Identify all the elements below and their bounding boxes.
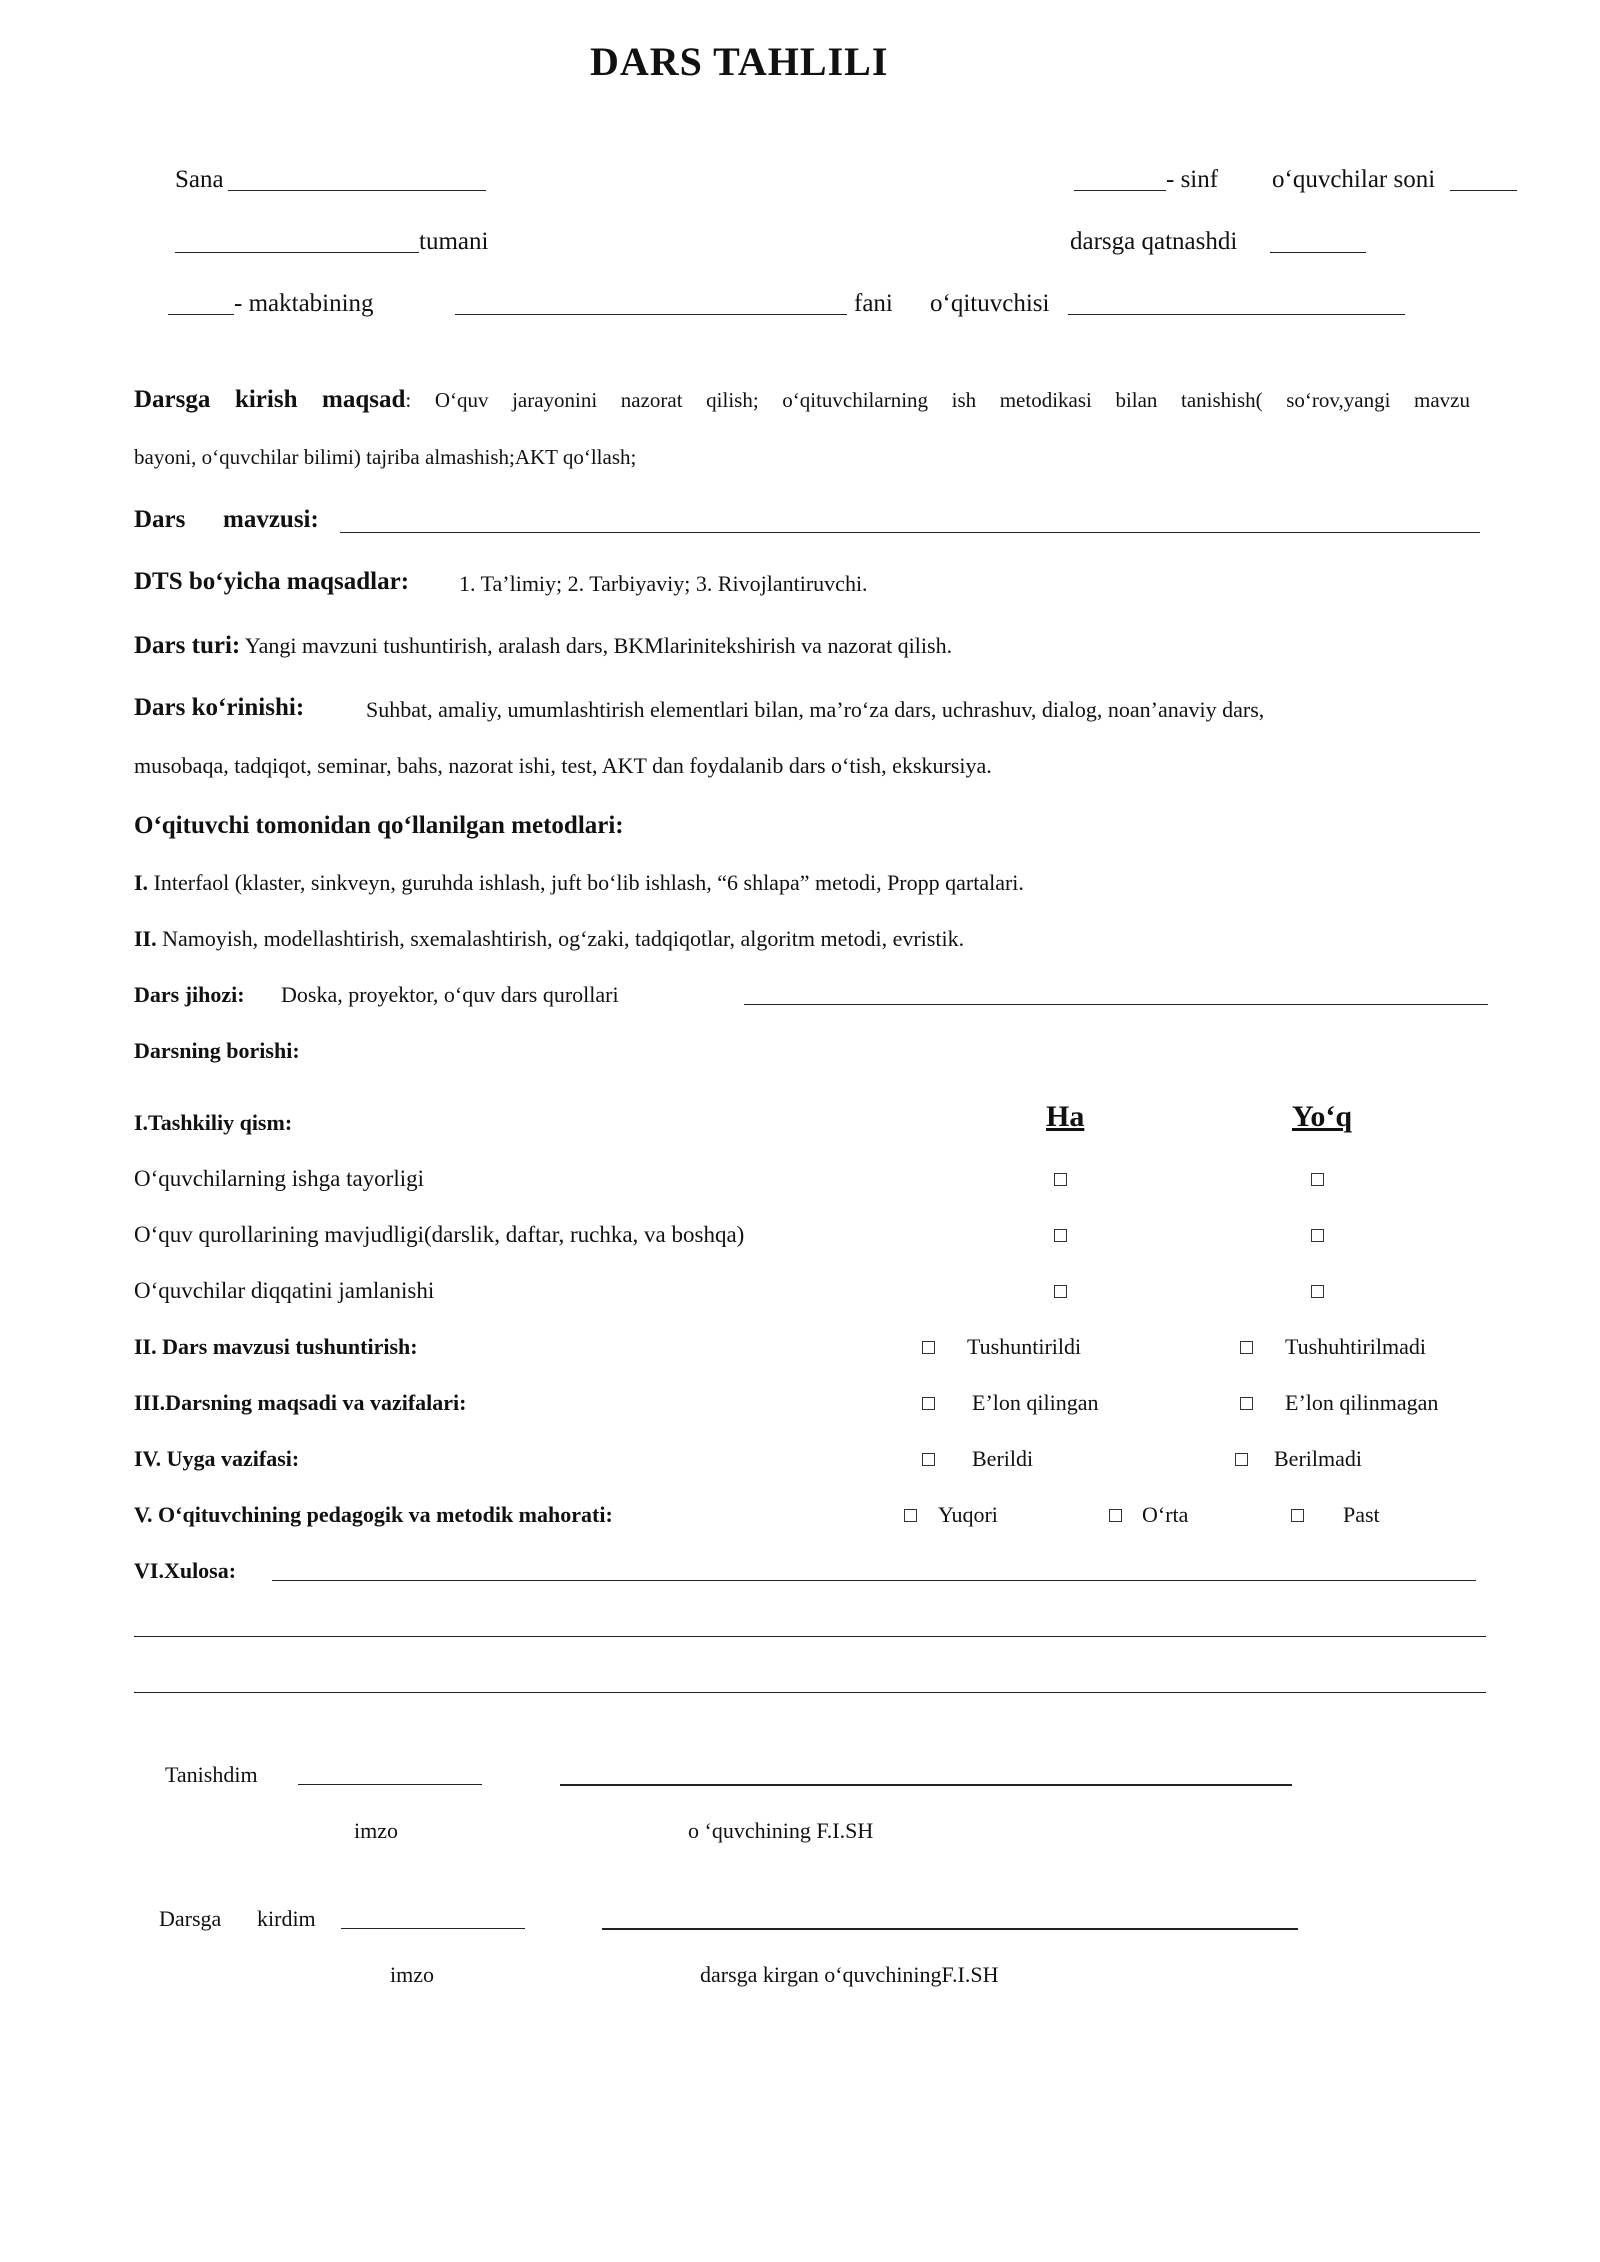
organizational-heading: I.Tashkiliy qism:	[134, 1110, 293, 1135]
class-field[interactable]	[1074, 190, 1166, 191]
attended-lesson-label-1: Darsga	[159, 1906, 222, 1931]
district-label: tumani	[419, 228, 489, 255]
topic-label-1: Dars	[134, 506, 186, 533]
date-label: Sana	[175, 166, 224, 193]
not-announced-checkbox[interactable]	[1240, 1397, 1253, 1410]
lesson-type-label: Dars turi:	[134, 632, 241, 659]
skill-medium-checkbox[interactable]	[1109, 1509, 1122, 1522]
purpose-label: Darsga kirish maqsad	[134, 386, 406, 413]
dts-text: 1. Ta’limiy; 2. Tarbiyaviy; 3. Rivojlantiruvchi.	[459, 571, 868, 596]
explained-checkbox[interactable]	[922, 1341, 935, 1354]
methods-item-1-text: Interfaol (klaster, sinkveyn, guruhda ishlash, juft bo‘lib ishlash, “6 shlapa” metodi, Propp qartalari.	[148, 870, 1024, 895]
acknowledged-name-caption: o ‘quvchining F.I.SH	[688, 1818, 874, 1843]
announced-option: E’lon qilingan	[972, 1390, 1099, 1415]
lesson-form-line-1: Suhbat, amaliy, umumlashtirish elementlari bilan, ma’ro‘za dars, uchrashuv, dialog, noan’anaviy dars,	[366, 697, 1265, 722]
lesson-progress-heading: Darsning borishi:	[134, 1038, 300, 1063]
date-field[interactable]	[228, 190, 486, 191]
topic-label-2: mavzusi:	[223, 506, 319, 533]
teacher-field[interactable]	[1068, 314, 1405, 315]
equipment-label: Dars jihozi:	[134, 982, 245, 1007]
skill-low-option: Past	[1343, 1502, 1380, 1527]
attended-lesson-name-caption: darsga kirgan o‘quvchiningF.I.SH	[700, 1962, 999, 1987]
row-2-no-checkbox[interactable]	[1311, 1229, 1324, 1242]
school-label: - maktabining	[234, 290, 374, 317]
conclusion-field-1[interactable]	[272, 1580, 1476, 1581]
methods-heading: O‘qituvchi tomonidan qo‘llanilgan metodlari:	[134, 812, 624, 839]
homework-given-checkbox[interactable]	[922, 1453, 935, 1466]
lesson-type-line	[134, 632, 952, 660]
district-field[interactable]	[175, 252, 419, 253]
topic-field[interactable]	[340, 532, 1480, 533]
acknowledged-signature-caption: imzo	[354, 1818, 398, 1843]
homework-not-given-checkbox[interactable]	[1235, 1453, 1248, 1466]
equipment-text: Doska, proyektor, o‘quv dars qurollari	[281, 982, 619, 1007]
organizational-row-3: O‘quvchilar diqqatini jamlanishi	[134, 1278, 435, 1303]
row-1-no-checkbox[interactable]	[1311, 1173, 1324, 1186]
attended-lesson-signature-field[interactable]	[341, 1928, 525, 1929]
conclusion-label: VI.Xulosa:	[134, 1558, 237, 1583]
not-announced-option: E’lon qilinmagan	[1285, 1390, 1439, 1415]
attended-lesson-name-field[interactable]	[602, 1928, 1298, 1930]
attended-lesson-label-2: kirdim	[257, 1906, 316, 1931]
page-title: DARS TAHLILI	[590, 39, 889, 84]
teacher-skill-label: V. O‘qituvchining pedagogik va metodik mahorati:	[134, 1502, 613, 1527]
pupil-count-field[interactable]	[1450, 190, 1517, 191]
teacher-label: o‘qituvchisi	[930, 290, 1050, 317]
attended-label: darsga qatnashdi	[1070, 228, 1238, 255]
row-3-yes-checkbox[interactable]	[1054, 1285, 1067, 1298]
goals-label: III.Darsning maqsadi va vazifalari:	[134, 1390, 467, 1415]
skill-high-option: Yuqori	[938, 1502, 998, 1527]
acknowledged-name-field[interactable]	[560, 1784, 1292, 1786]
lesson-type-text: Yangi mavzuni tushuntirish, aralash dars, BKMlarinitekshirish va nazorat qilish.	[240, 633, 953, 658]
class-label: - sinf	[1166, 166, 1219, 193]
acknowledged-signature-field[interactable]	[298, 1784, 482, 1785]
purpose-line-1	[134, 386, 1470, 414]
topic-explanation-label: II. Dars mavzusi tushuntirish:	[134, 1334, 418, 1359]
organizational-row-2: O‘quv qurollarining mavjudligi(darslik, daftar, ruchka, va boshqa)	[134, 1222, 745, 1247]
pupil-count-label: o‘quvchilar soni	[1272, 166, 1436, 193]
organizational-row-1: O‘quvchilarning ishga tayorligi	[134, 1166, 424, 1191]
purpose-line-2: bayoni, o‘quvchilar bilimi) tajriba almashish;AKT qo‘llash;	[134, 445, 637, 469]
not-explained-option: Tushuhtirilmadi	[1285, 1334, 1426, 1359]
attended-lesson-signature-caption: imzo	[390, 1962, 434, 1987]
methods-item-1	[134, 870, 1024, 896]
equipment-field[interactable]	[744, 1004, 1488, 1005]
column-no: Yo‘q	[1292, 1100, 1353, 1133]
lesson-form-line-2: musobaqa, tadqiqot, seminar, bahs, nazorat ishi, test, AKT dan foydalanib dars o‘tish, ekskursiya.	[134, 753, 992, 778]
school-number-field[interactable]	[168, 314, 234, 315]
row-2-yes-checkbox[interactable]	[1054, 1229, 1067, 1242]
conclusion-field-2[interactable]	[134, 1636, 1486, 1637]
homework-label: IV. Uyga vazifasi:	[134, 1446, 300, 1471]
row-1-yes-checkbox[interactable]	[1054, 1173, 1067, 1186]
skill-medium-option: O‘rta	[1142, 1502, 1189, 1527]
dts-label: DTS bo‘yicha maqsadlar:	[134, 568, 410, 595]
homework-not-given-option: Berilmadi	[1274, 1446, 1362, 1471]
conclusion-field-3[interactable]	[134, 1692, 1486, 1693]
not-explained-checkbox[interactable]	[1240, 1341, 1253, 1354]
lesson-form-label: Dars ko‘rinishi:	[134, 694, 305, 721]
explained-option: Tushuntirildi	[967, 1334, 1082, 1359]
row-3-no-checkbox[interactable]	[1311, 1285, 1324, 1298]
skill-low-checkbox[interactable]	[1291, 1509, 1304, 1522]
methods-item-2	[134, 926, 964, 952]
skill-high-checkbox[interactable]	[904, 1509, 917, 1522]
subject-field[interactable]	[455, 314, 847, 315]
methods-item-2-text: Namoyish, modellashtirish, sxemalashtirish, og‘zaki, tadqiqotlar, algoritm metodi, evristik.	[156, 926, 965, 951]
announced-checkbox[interactable]	[922, 1397, 935, 1410]
attended-field[interactable]	[1270, 252, 1366, 253]
subject-label: fani	[854, 290, 893, 317]
homework-given-option: Berildi	[972, 1446, 1034, 1471]
column-yes: Ha	[1046, 1100, 1085, 1133]
acknowledged-label: Tanishdim	[165, 1762, 258, 1787]
purpose-text: : O‘quv jarayonini nazorat qilish; o‘qituvchilarning ish metodikasi bilan tanishish( so‘rov,yangi mavzu	[405, 388, 1470, 412]
methods-item-2-num: II.	[134, 926, 157, 951]
methods-item-1-num: I.	[134, 870, 149, 895]
